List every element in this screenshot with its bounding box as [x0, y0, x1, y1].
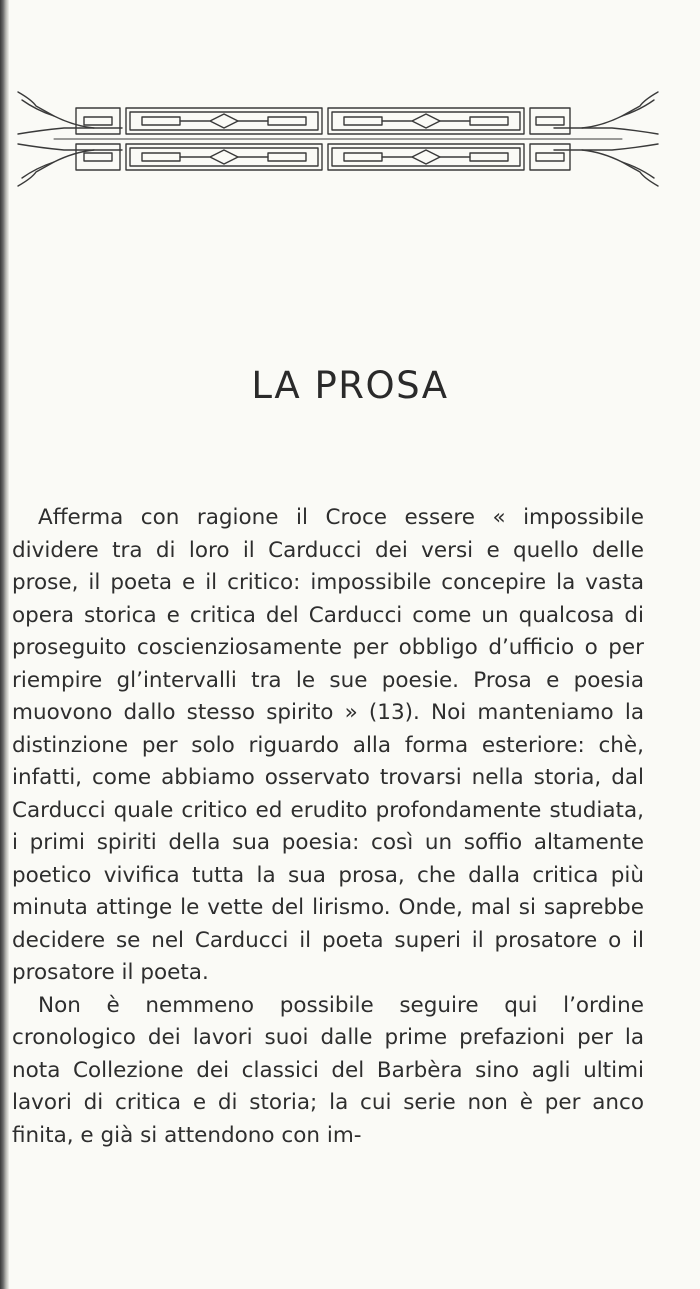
chapter-title: LA PROSA: [251, 364, 449, 407]
decorative-header-ornament: [14, 86, 662, 192]
page-binding-edge: [0, 0, 9, 1289]
paragraph-1: Afferma con ragione il Croce essere « impossibile dividere tra di loro il Carducci dei versi e quello delle prose, il poeta e il critico: impossibile concepire la vasta opera storica e critica del Carducci come un qualcosa di proseguito coscienziosamente per obbligo d’ufficio o per riempire gl’intervalli tra le sue poesie. Prosa e poesia muovono dallo stesso spirito » (13). Noi manteniamo la distinzione per solo riguardo alla forma esteriore: chè, infatti, come abbiamo osservato trovarsi nella storia, dal Carducci quale critico ed erudito profondamente studiata, i primi spiriti della sua poesia: così un soffio altamente poetico vivifica tutta la sua prosa, che dalla critica più minuta attinge le vette del lirismo. Onde, mal si saprebbe decidere se nel Carducci il poeta superi il prosatore o il prosatore il poeta.: [12, 505, 644, 985]
body-text: [12, 502, 644, 1152]
paragraph-2: Non è nemmeno possibile seguire qui l’ordine cronologico dei lavori suoi dalle prime prefazioni per la nota Collezione dei classici del Barbèra sino agli ultimi lavori di critica e di storia; la cui serie non è per anco finita, e già si attendono con im-: [12, 992, 644, 1148]
